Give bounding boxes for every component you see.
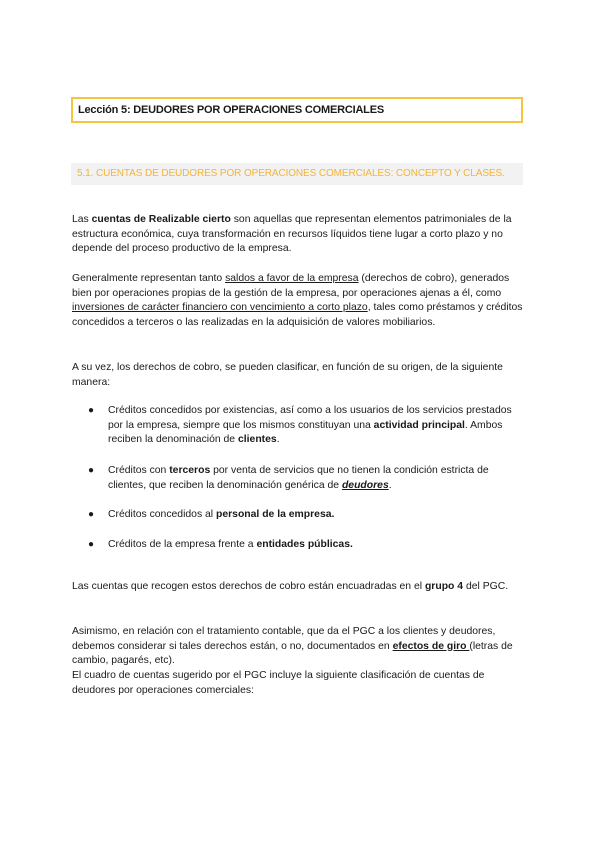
text-run: . Ambos reciben la denominación de xyxy=(108,419,503,446)
paragraph-realizable xyxy=(72,213,527,257)
lesson-title: Lección 5: DEUDORES POR OPERACIONES COMERCIALES xyxy=(71,97,523,123)
paragraph-saldos xyxy=(72,272,527,330)
paragraph-clasificacion: A su vez, los derechos de cobro, se pueden clasificar, en función de su origen, de la siguiente manera: xyxy=(72,362,503,388)
bold-term: entidades públicas. xyxy=(256,539,353,550)
underlined-term: inversiones de carácter financiero con vencimiento a corto plazo xyxy=(72,302,368,314)
text-run: , tales como préstamos y créditos concedidos a terceros o las realizadas en la adquisición de valores mobiliarios. xyxy=(72,302,523,328)
text-run: Créditos con xyxy=(108,465,170,476)
text-run: Créditos concedidos por existencias, así como a los usuarios de los servicios prestados por la empresa, siempre que los mismos constituyan una xyxy=(108,405,512,431)
bold-underlined-term: efectos de giro xyxy=(392,640,470,652)
paragraph-grupo4 xyxy=(72,580,527,595)
list-item-text xyxy=(108,464,528,493)
text-run: (derechos de cobro), generados bien por operaciones propias de la gestión de la empresa, por operaciones ajenas a él, como xyxy=(72,273,510,299)
list-item-text xyxy=(108,508,528,523)
text-run: (letras de cambio, pagarés, etc). xyxy=(72,640,513,667)
text-run: Créditos concedidos al xyxy=(108,509,217,520)
bold-term: terceros xyxy=(169,465,211,476)
bullet-dot-icon: ● xyxy=(88,405,95,416)
section-heading: 5.1. CUENTAS DE DEUDORES POR OPERACIONES COMERCIALES: CONCEPTO Y CLASES. xyxy=(71,163,523,185)
bullet-dot-icon: ● xyxy=(88,539,95,550)
text-run: son aquellas que representan elementos patrimoniales de la estructura económica, cuya transformación en recursos líquidos tiene lugar a corto plazo y no depende del proceso productivo de la empresa. xyxy=(72,214,512,255)
text-run: . xyxy=(388,479,392,491)
text-run: Créditos de la empresa frente a xyxy=(108,539,257,550)
paragraph-cuadro: El cuadro de cuentas sugerido por el PGC incluye la siguiente clasificación de cuentas de deudores por operaciones comerciales: xyxy=(72,670,485,696)
text-run: . xyxy=(276,434,280,446)
list-item-text xyxy=(108,404,528,448)
text-run: Asimismo, en relación con el tratamiento contable, que da el PGC a los clientes y deudores, debemos considerar si tales derechos están, o no, documentados en xyxy=(72,626,496,652)
bold-term: grupo 4 xyxy=(424,581,464,592)
bullet-dot-icon: ● xyxy=(88,509,95,520)
text-run: Generalmente representan tanto xyxy=(72,273,226,284)
bullet-dot-icon: ● xyxy=(88,465,95,476)
text-run: Las cuentas que recogen estos derechos de cobro están encuadradas en el xyxy=(72,581,425,592)
text-run: del PGC. xyxy=(463,581,509,592)
underlined-term: saldos a favor de la empresa xyxy=(225,273,359,284)
bold-term: cuentas de Realizable cierto xyxy=(91,214,231,225)
bold-italic-term: deudores xyxy=(341,479,389,491)
list-item-text xyxy=(108,538,528,553)
text-run: Las xyxy=(72,214,92,225)
text-run: por venta de servicios que no tienen la condición estricta de clientes, que reciben la denominación genérica de xyxy=(108,465,489,491)
paragraph-efectos xyxy=(72,625,527,669)
bold-term: actividad principal xyxy=(373,419,465,431)
bold-term: clientes xyxy=(237,434,277,446)
bold-term: personal de la empresa. xyxy=(216,509,335,520)
